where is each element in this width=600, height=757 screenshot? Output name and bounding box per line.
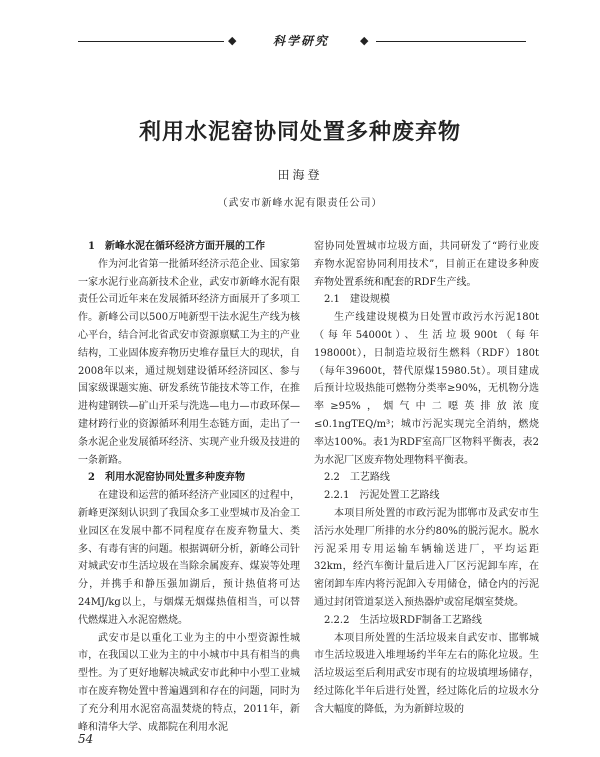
article-title: 利用水泥窑协同处置多种废弃物 (138, 119, 461, 145)
body-paragraph: 武安市是以重化工业为主的中小型资源性城市，在我国以工业为主的中小城市中具有相当的典型性。为了更好地解决城武安市此种中小型工业城市在废弃物处置中普遍遇到和存在的问题，同时为了充分利用水泥窑高温焚烧的特点，2011年，新峰和清华大学、成都院在利用水泥 (78, 632, 300, 733)
left-column (78, 238, 300, 736)
body-paragraph: 生产线建设规模为日处置市政污水污泥180t（每年54000t）、生活垃圾900t（每年198000t），日制造垃圾衍生燃料（RDF）180t（每年39600t，替代原煤15980.5t）。项目建成后预计垃圾热能可燃物分类率≥90%，无机物分选率≥95%，烟气中二噁英排放浓度≤0.1ngTEQ/m³；城市污泥实现完全消纳，燃烧率达100%。表1为RDF室高厂区物料平衡表，表2为水泥厂区废弃物处理物料平衡表。 (314, 312, 539, 466)
body-paragraph: 窑协同处置城市垃圾方面，共同研发了“跨行业废弃物水泥窑协同利用技术”，目前正在建设多种废弃物处置系统和配套的RDF生产线。 (314, 241, 539, 288)
header-rule-left (78, 41, 224, 42)
subsection-heading-2-2-2: 2.2.2 生活垃圾RDF制备工艺路线 (324, 614, 482, 626)
page-number: 54 (78, 732, 94, 746)
subsection-heading-2-1: 2.1 建设规模 (324, 294, 390, 306)
right-column (314, 238, 539, 719)
header-section-title: 科学研究 (272, 34, 329, 48)
section-heading-2: 2 利用水泥窑协同处置多种废弃物 (88, 472, 245, 484)
article-affiliation: （武安市新峰水泥有限责任公司） (217, 198, 383, 209)
body-paragraph: 本项目所处置的生活垃圾来自武安市、邯郸城市生活垃圾进入堆埋场约半年左右的陈化垃圾。生活垃圾运至后利用武安市现有的垃圾填埋场储存，经过陈化半年后进行处置，经过陈化后的垃圾水分含大幅度的降低，为为新鲜垃圾的 (314, 632, 539, 715)
body-paragraph: 本项目所处置的市政污泥为邯郸市及武安市生活污水处理厂所排的水分约80%的脱污泥水。脱水污泥采用专用运输车辆输送进厂，平均运距32km，经汽车衡计量后进入厂区污泥卸车库，在密闭卸车库内将污泥卸入专用储仓，储仓内的污泥通过封闭管道泵送入预热器炉或窑尾烟室焚烧。 (314, 507, 539, 608)
header-diamond-right-icon: ◆ (360, 34, 369, 47)
section-heading-1: 1 新峰水泥在循环经济方面开展的工作 (88, 241, 265, 252)
header-diamond-left-icon: ◆ (228, 34, 237, 47)
running-header (0, 30, 600, 52)
header-rule-right (376, 41, 526, 42)
body-paragraph: 在建设和运营的循环经济产业园区的过程中，新峰更深刻认识到了我国众多工业型城市及冶金工业园区在发展中都不同程度存在废弃物量大、类多、有毒有害的问题。根据调研分析，新峰公司针对城武安市生活垃圾在当除余属废弃、煤炭等处理分，并携手和静压强加湖后，预计热值将可达24MJ/kg以上，与烟煤无烟煤热值相当，可以替代燃煤进入水泥窑燃烧。 (78, 490, 300, 626)
article-author: 田海登 (277, 168, 323, 182)
subsection-heading-2-2: 2.2 工艺路线 (324, 472, 390, 484)
subsection-heading-2-2-1: 2.2.1 污泥处置工艺路线 (324, 490, 440, 502)
body-paragraph: 作为河北省第一批循环经济示范企业、国家第一家水泥行业高新技术企业，武安市新峰水泥有限责任公司近年来在发展循环经济方面展开了多项工作。新峰公司以500万吨新型干法水泥生产线为核心平台，结合河北省武安市资源禀赋工为主的产业结构，工业固体废弃物历史堆存量巨大的现状，自2008年以来，通过规划建设循环经济园区、参与国家级课题实施、研发系统节能技术等工作，在推进构建钢铁—矿山开采与洗选—电力—市政环保—建材跨行业的资源循环利用生态链方面，走出了一条水泥企业发展循环经济、实现产业升级及技进的一条新路。 (78, 258, 300, 466)
